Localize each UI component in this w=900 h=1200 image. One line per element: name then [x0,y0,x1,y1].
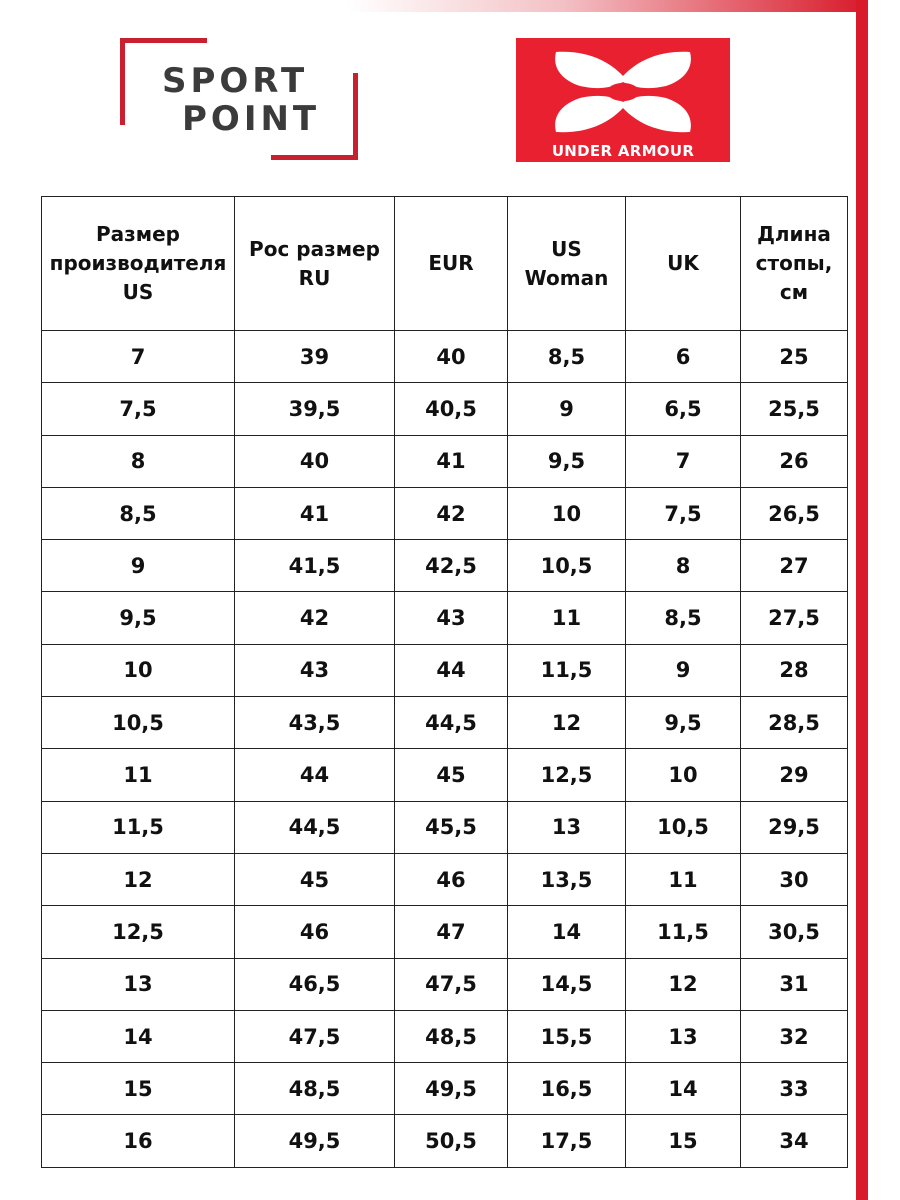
cell-uk-size: 9 [626,644,741,696]
cell-us-woman-size: 10,5 [508,540,626,592]
cell-uk-size: 6,5 [626,383,741,435]
cell-foot-length: 26 [741,435,848,487]
cell-us-woman-size: 8,5 [508,331,626,383]
cell-us-woman-size: 14 [508,906,626,958]
table-row [42,749,848,801]
cell-ru-size: 46 [235,906,395,958]
cell-ru-size: 44,5 [235,801,395,853]
cell-ru-size: 42 [235,592,395,644]
sport-point-logo-word-2: POINT [182,99,321,139]
cell-foot-length: 29,5 [741,801,848,853]
cell-foot-length: 30 [741,853,848,905]
cell-ru-size: 39 [235,331,395,383]
table-row [42,540,848,592]
cell-us-woman-size: 12,5 [508,749,626,801]
cell-eur-size: 49,5 [395,1063,508,1115]
cell-ru-size: 39,5 [235,383,395,435]
cell-foot-length: 33 [741,1063,848,1115]
cell-ru-size: 47,5 [235,1010,395,1062]
table-row [42,331,848,383]
cell-us-size: 10 [42,644,235,696]
cell-us-woman-size: 13,5 [508,853,626,905]
cell-us-woman-size: 16,5 [508,1063,626,1115]
header-foot-length: Длина стопы, см [741,197,848,331]
cell-us-size: 12 [42,853,235,905]
cell-us-size: 14 [42,1010,235,1062]
cell-foot-length: 28 [741,644,848,696]
cell-eur-size: 48,5 [395,1010,508,1062]
cell-us-woman-size: 11,5 [508,644,626,696]
top-frame-stripe [0,0,868,12]
cell-ru-size: 41,5 [235,540,395,592]
cell-uk-size: 14 [626,1063,741,1115]
cell-eur-size: 42 [395,487,508,539]
cell-eur-size: 44 [395,644,508,696]
cell-us-woman-size: 9 [508,383,626,435]
cell-uk-size: 7,5 [626,487,741,539]
cell-uk-size: 10,5 [626,801,741,853]
cell-ru-size: 46,5 [235,958,395,1010]
cell-eur-size: 46 [395,853,508,905]
cell-uk-size: 11,5 [626,906,741,958]
table-row [42,906,848,958]
cell-us-size: 11,5 [42,801,235,853]
cell-foot-length: 34 [741,1115,848,1167]
cell-uk-size: 7 [626,435,741,487]
cell-ru-size: 48,5 [235,1063,395,1115]
table-row [42,1115,848,1167]
table-row [42,697,848,749]
header-uk-size: UK [626,197,741,331]
cell-foot-length: 27,5 [741,592,848,644]
table-row [42,644,848,696]
header-us-manufacturer-size: Размер производителя US [42,197,235,331]
cell-uk-size: 6 [626,331,741,383]
cell-eur-size: 42,5 [395,540,508,592]
cell-foot-length: 27 [741,540,848,592]
cell-us-size: 11 [42,749,235,801]
cell-eur-size: 43 [395,592,508,644]
cell-uk-size: 11 [626,853,741,905]
cell-ru-size: 44 [235,749,395,801]
cell-uk-size: 13 [626,1010,741,1062]
cell-us-size: 8,5 [42,487,235,539]
cell-us-size: 13 [42,958,235,1010]
cell-ru-size: 49,5 [235,1115,395,1167]
cell-foot-length: 26,5 [741,487,848,539]
cell-ru-size: 43,5 [235,697,395,749]
sport-point-logo [120,38,360,162]
cell-us-size: 9 [42,540,235,592]
cell-us-woman-size: 15,5 [508,1010,626,1062]
cell-eur-size: 41 [395,435,508,487]
cell-ru-size: 43 [235,644,395,696]
sport-point-logo-word-1: SPORT [162,61,309,101]
right-frame-margin [868,0,900,1200]
table-row [42,853,848,905]
cell-eur-size: 47,5 [395,958,508,1010]
cell-us-woman-size: 10 [508,487,626,539]
header-ru-size: Рос размер RU [235,197,395,331]
cell-us-woman-size: 9,5 [508,435,626,487]
cell-us-woman-size: 11 [508,592,626,644]
cell-foot-length: 28,5 [741,697,848,749]
cell-uk-size: 12 [626,958,741,1010]
cell-ru-size: 41 [235,487,395,539]
cell-foot-length: 32 [741,1010,848,1062]
table-row [42,383,848,435]
table-row [42,958,848,1010]
header-us-woman-size: US Woman [508,197,626,331]
size-chart-table [41,196,848,1168]
cell-us-size: 15 [42,1063,235,1115]
under-armour-emblem-icon [548,46,698,138]
table-row [42,1010,848,1062]
cell-ru-size: 40 [235,435,395,487]
table-header-row [42,197,848,331]
table-row [42,801,848,853]
cell-us-size: 9,5 [42,592,235,644]
cell-uk-size: 8 [626,540,741,592]
under-armour-wordmark: UNDER ARMOUR [551,142,695,160]
under-armour-logo [516,38,730,162]
cell-us-size: 12,5 [42,906,235,958]
cell-eur-size: 50,5 [395,1115,508,1167]
cell-ru-size: 45 [235,853,395,905]
cell-us-size: 16 [42,1115,235,1167]
header-eur-size: EUR [395,197,508,331]
cell-us-size: 7 [42,331,235,383]
table-row [42,435,848,487]
cell-eur-size: 45 [395,749,508,801]
cell-eur-size: 40 [395,331,508,383]
cell-us-size: 10,5 [42,697,235,749]
cell-foot-length: 30,5 [741,906,848,958]
cell-us-size: 7,5 [42,383,235,435]
cell-uk-size: 9,5 [626,697,741,749]
cell-eur-size: 47 [395,906,508,958]
cell-eur-size: 44,5 [395,697,508,749]
table-row [42,1063,848,1115]
table-row [42,487,848,539]
cell-us-woman-size: 14,5 [508,958,626,1010]
cell-foot-length: 29 [741,749,848,801]
table-row [42,592,848,644]
right-frame-stripe [856,0,868,1200]
cell-us-size: 8 [42,435,235,487]
cell-uk-size: 8,5 [626,592,741,644]
cell-us-woman-size: 17,5 [508,1115,626,1167]
cell-eur-size: 40,5 [395,383,508,435]
cell-eur-size: 45,5 [395,801,508,853]
cell-foot-length: 25 [741,331,848,383]
cell-foot-length: 31 [741,958,848,1010]
cell-uk-size: 10 [626,749,741,801]
cell-foot-length: 25,5 [741,383,848,435]
cell-us-woman-size: 12 [508,697,626,749]
cell-uk-size: 15 [626,1115,741,1167]
cell-us-woman-size: 13 [508,801,626,853]
